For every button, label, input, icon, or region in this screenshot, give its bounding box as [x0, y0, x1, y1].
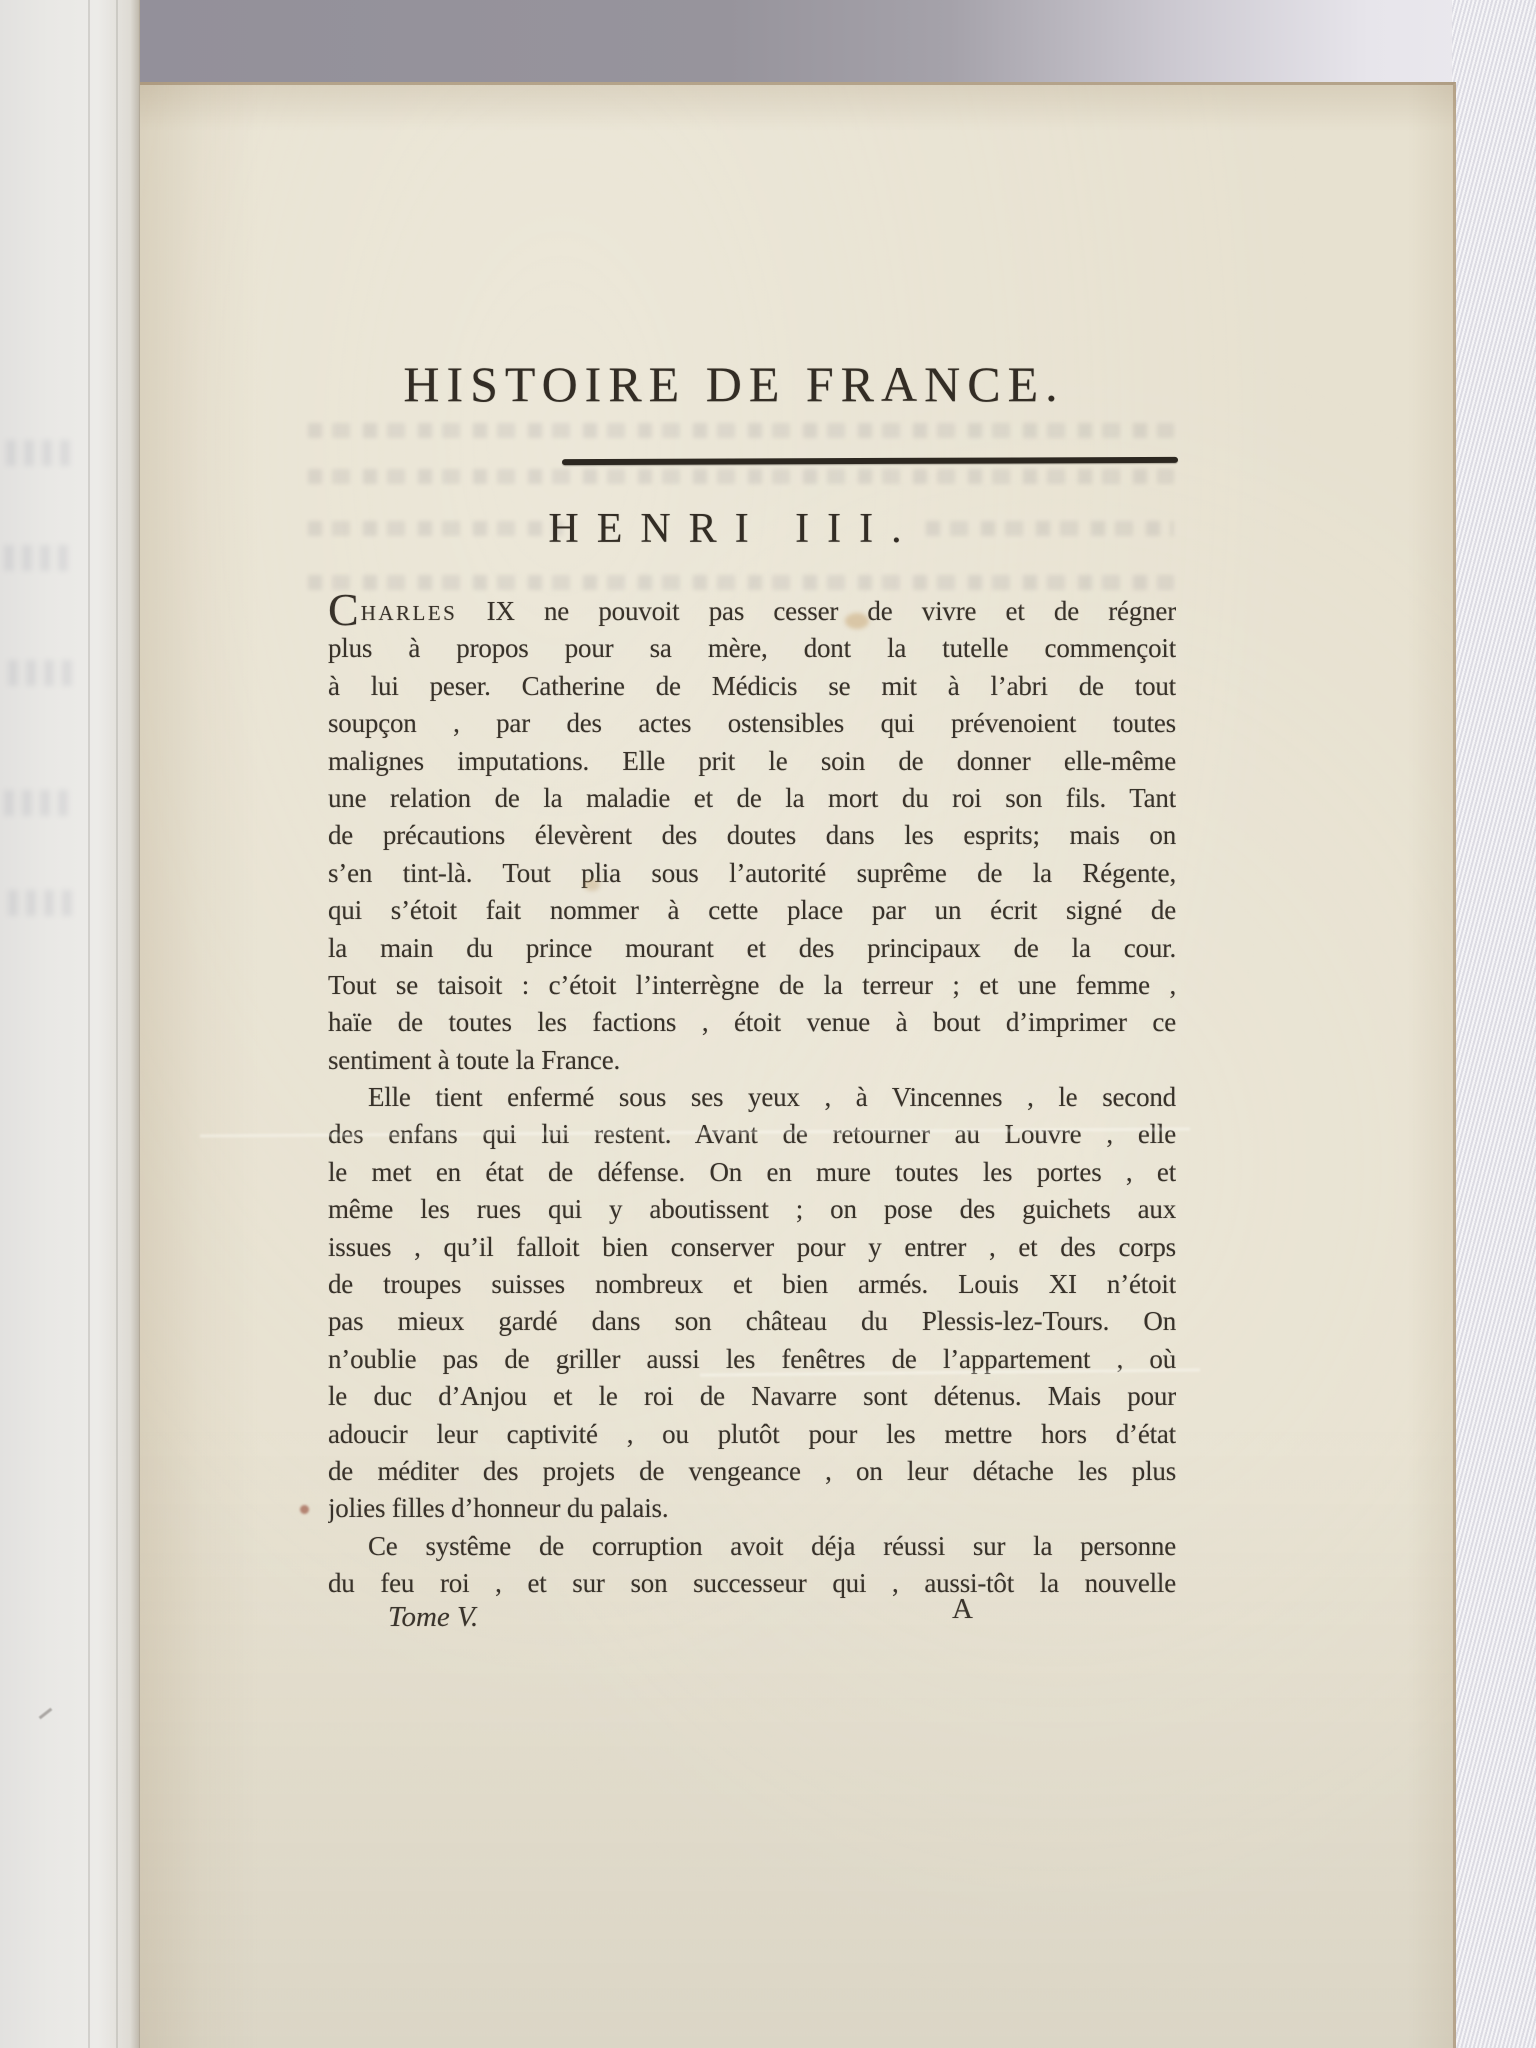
show-through-smudge	[6, 440, 72, 466]
body-line: sentiment à toute la France.	[328, 1044, 621, 1075]
facing-page-edge	[0, 0, 140, 2048]
body-line: de troupes suisses nombreux et bien armés. Louis XI n’étoit	[328, 1269, 1176, 1300]
body-line: pas mieux gardé dans son château du Plessis-lez-Tours. On	[328, 1306, 1176, 1337]
body-line: même les rues qui y aboutissent ; on pose des guichets aux	[328, 1194, 1176, 1225]
body-line: de précautions élevèrent des doutes dans les esprits; mais on	[328, 820, 1176, 851]
body-line	[328, 593, 1176, 630]
paragraph-1	[328, 593, 1176, 1079]
background-surface	[1452, 0, 1536, 2048]
paragraph-2	[328, 1079, 1176, 1528]
body-line: haïe de toutes les factions , étoit venue à bout d’imprimer ce	[328, 1007, 1176, 1038]
title-rule	[562, 457, 1178, 465]
body-line: n’oublie pas de griller aussi les fenêtres de l’appartement , où	[328, 1343, 1176, 1374]
show-through-smudge	[4, 790, 70, 816]
foxing-spot	[584, 879, 600, 891]
body-line: plus à propos pour sa mère, dont la tutelle commençoit	[328, 633, 1176, 664]
body-line: malignes imputations. Elle prit le soin de donner elle-même	[328, 745, 1176, 776]
body-line: le met en état de défense. On en mure toutes les portes , et	[328, 1156, 1176, 1187]
show-through-smudge	[4, 545, 70, 571]
foxing-spot	[845, 613, 869, 629]
body-line: des enfans qui lui restent. Avant de retourner au Louvre , elle	[328, 1119, 1176, 1150]
page-edge-line	[116, 0, 118, 2048]
body-line: de méditer des projets de vengeance , on leur détache les plus	[328, 1455, 1176, 1486]
drop-cap: C	[328, 593, 361, 631]
pencil-mark	[39, 1708, 53, 1720]
lead-small-caps: HARLES	[360, 601, 458, 625]
body-text	[328, 593, 1176, 1603]
volume-label: Tome V.	[388, 1601, 479, 1633]
show-through-text	[308, 575, 1174, 590]
show-through-text	[308, 423, 1174, 438]
show-through-smudge	[8, 660, 74, 686]
body-line: la main du prince mourant et des principaux de la cour.	[328, 932, 1176, 963]
lead-line-text: IX ne pouvoit pas cesser de vivre et de régner	[457, 596, 1176, 626]
body-line: jolies filles d’honneur du palais.	[328, 1493, 669, 1524]
show-through-text	[308, 469, 1174, 484]
book-page	[140, 82, 1456, 2048]
page-edge-line	[88, 0, 90, 2048]
body-line: adoucir leur captivité , ou plutôt pour les mettre hors d’état	[328, 1418, 1176, 1449]
signature-mark: A	[952, 1593, 973, 1625]
paragraph-3	[328, 1528, 1176, 1603]
body-line: Tout se taisoit : c’étoit l’interrègne de la terreur ; et une femme ,	[328, 969, 1176, 1000]
body-line: soupçon , par des actes ostensibles qui prévenoient toutes	[328, 708, 1176, 739]
body-line: qui s’étoit fait nommer à cette place par un écrit signé de	[328, 895, 1176, 926]
body-line: du feu roi , et sur son successeur qui , aussi-tôt la nouvelle	[328, 1568, 1176, 1599]
body-line: le duc d’Anjou et le roi de Navarre sont détenus. Mais pour	[328, 1381, 1176, 1412]
body-line: Ce systême de corruption avoit déja réussi sur la personne	[368, 1530, 1176, 1561]
body-line: à lui peser. Catherine de Médicis se mit à l’abri de tout	[328, 670, 1176, 701]
show-through-smudge	[8, 890, 74, 916]
body-line: une relation de la maladie et de la mort du roi son fils. Tant	[328, 782, 1176, 813]
foxing-spot	[300, 1505, 309, 1514]
body-line: issues , qu’il falloit bien conserver pour y entrer , et des corps	[328, 1231, 1176, 1262]
chapter-heading: HENRI III.	[548, 506, 920, 552]
page-title: HISTOIRE DE FRANCE.	[403, 356, 1065, 412]
body-line: Elle tient enfermé sous ses yeux , à Vincennes , le second	[368, 1082, 1176, 1113]
body-line: s’en tint-là. Tout plia sous l’autorité suprême de la Régente,	[328, 857, 1176, 888]
top-shadow	[140, 0, 1536, 84]
